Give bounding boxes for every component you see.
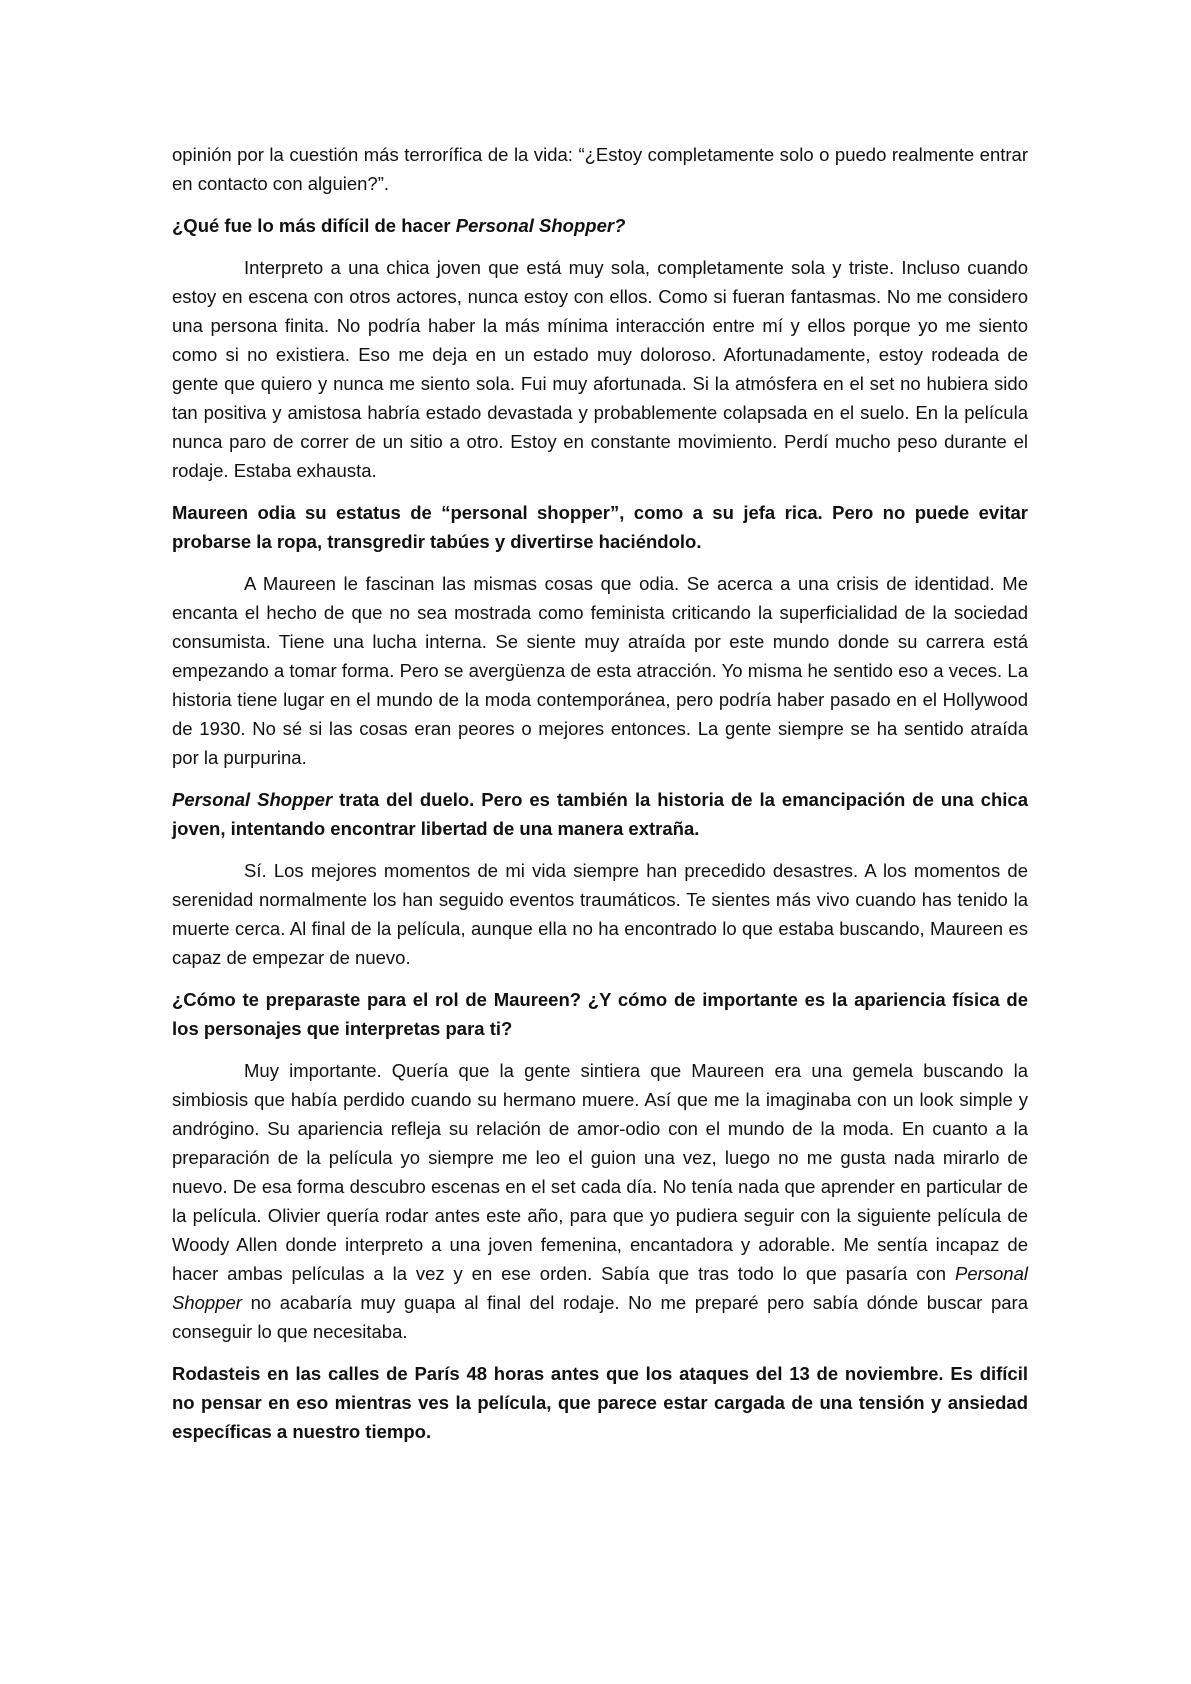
- paragraph-text: ¿Cómo te preparaste para el rol de Maureen? ¿Y cómo de importante es la apariencia física de los personajes que interpretas para ti?: [172, 989, 1028, 1039]
- paragraph-text: Interpreto a una chica joven que está muy sola, completamente sola y triste. Incluso cuando estoy en escena con otros actores, nunca estoy con ellos. Como si fueran fantasmas. No me considero una persona finita. No podría haber la más mínima interacción entre mí y ellos porque yo me siento como si no existiera. Eso me deja en un estado muy doloroso. Afortunadamente, estoy rodeada de gente que quiero y nunca me siento sola. Fui muy afortunada. Si la atmósfera en el set no hubiera sido tan positiva y amistosa habría estado devastada y probablemente colapsada en el suelo. En la película nunca paro de correr de un sitio a otro. Estoy en constante movimiento. Perdí mucho peso durante el rodaje. Estaba exhausta.: [172, 257, 1028, 481]
- paragraph-text: no acabaría muy guapa al final del rodaje. No me preparé pero sabía dónde buscar para conseguir lo que necesitaba.: [172, 1292, 1028, 1342]
- film-title-italic: Personal Shopper?: [455, 215, 626, 236]
- interview-answer: [172, 1056, 1028, 1346]
- paragraph-text: ¿Qué fue lo más difícil de hacer: [172, 215, 456, 236]
- interview-question: [172, 785, 1028, 843]
- paragraph-text: A Maureen le fascinan las mismas cosas que odia. Se acerca a una crisis de identidad. Me encanta el hecho de que no sea mostrada como feminista criticando la superficialidad de la sociedad consumista. Tiene una lucha interna. Se siente muy atraída por este mundo donde su carrera está empezando a tomar forma. Pero se avergüenza de esta atracción. Yo misma he sentido eso a veces. La historia tiene lugar en el mundo de la moda contemporánea, pero podría haber pasado en el Hollywood de 1930. No sé si las cosas eran peores o mejores entonces. La gente siempre se ha sentido atraída por la purpurina.: [172, 573, 1028, 768]
- paragraph-text: Maureen odia su estatus de “personal shopper”, como a su jefa rica. Pero no puede evitar probarse la ropa, transgredir tabúes y divertirse haciéndolo.: [172, 502, 1028, 552]
- interview-question: [172, 985, 1028, 1043]
- interview-answer: [172, 856, 1028, 972]
- paragraph-text: opinión por la cuestión más terrorífica de la vida: “¿Estoy completamente solo o puedo realmente entrar en contacto con alguien?”.: [172, 144, 1028, 194]
- paragraph-text: Sí. Los mejores momentos de mi vida siempre han precedido desastres. A los momentos de serenidad normalmente los han seguido eventos traumáticos. Te sientes más vivo cuando has tenido la muerte cerca. Al final de la película, aunque ella no ha encontrado lo que estaba buscando, Maureen es capaz de empezar de nuevo.: [172, 860, 1028, 968]
- interview-question: [172, 1359, 1028, 1446]
- paragraph-text: Rodasteis en las calles de París 48 horas antes que los ataques del 13 de noviembre. Es difícil no pensar en eso mientras ves la película, que parece estar cargada de una tensión y ansiedad específicas a nuestro tiempo.: [172, 1363, 1028, 1442]
- paragraph-text: trata del duelo. Pero es también la historia de la emancipación de una chica joven, intentando encontrar libertad de una manera extraña.: [172, 789, 1028, 839]
- interview-answer: [172, 140, 1028, 198]
- film-title-italic: Personal Shopper: [172, 1263, 1028, 1313]
- interview-answer: [172, 569, 1028, 772]
- film-title-italic: Personal Shopper: [172, 789, 333, 810]
- interview-question: [172, 498, 1028, 556]
- interview-answer: [172, 253, 1028, 485]
- paragraph-text: Muy importante. Quería que la gente sintiera que Maureen era una gemela buscando la simbiosis que había perdido cuando su hermano muere. Así que me la imaginaba con un look simple y andrógino. Su apariencia refleja su relación de amor-odio con el mundo de la moda. En cuanto a la preparación de la película yo siempre me leo el guion una vez, luego no me gusta nada mirarlo de nuevo. De esa forma descubro escenas en el set cada día. No tenía nada que aprender en particular de la película. Olivier quería rodar antes este año, para que yo pudiera seguir con la siguiente película de Woody Allen donde interpreto a una joven femenina, encantadora y adorable. Me sentía incapaz de hacer ambas películas a la vez y en ese orden. Sabía que tras todo lo que pasaría con: [172, 1060, 1028, 1284]
- interview-question: [172, 211, 1028, 240]
- document-page: [172, 140, 1028, 1459]
